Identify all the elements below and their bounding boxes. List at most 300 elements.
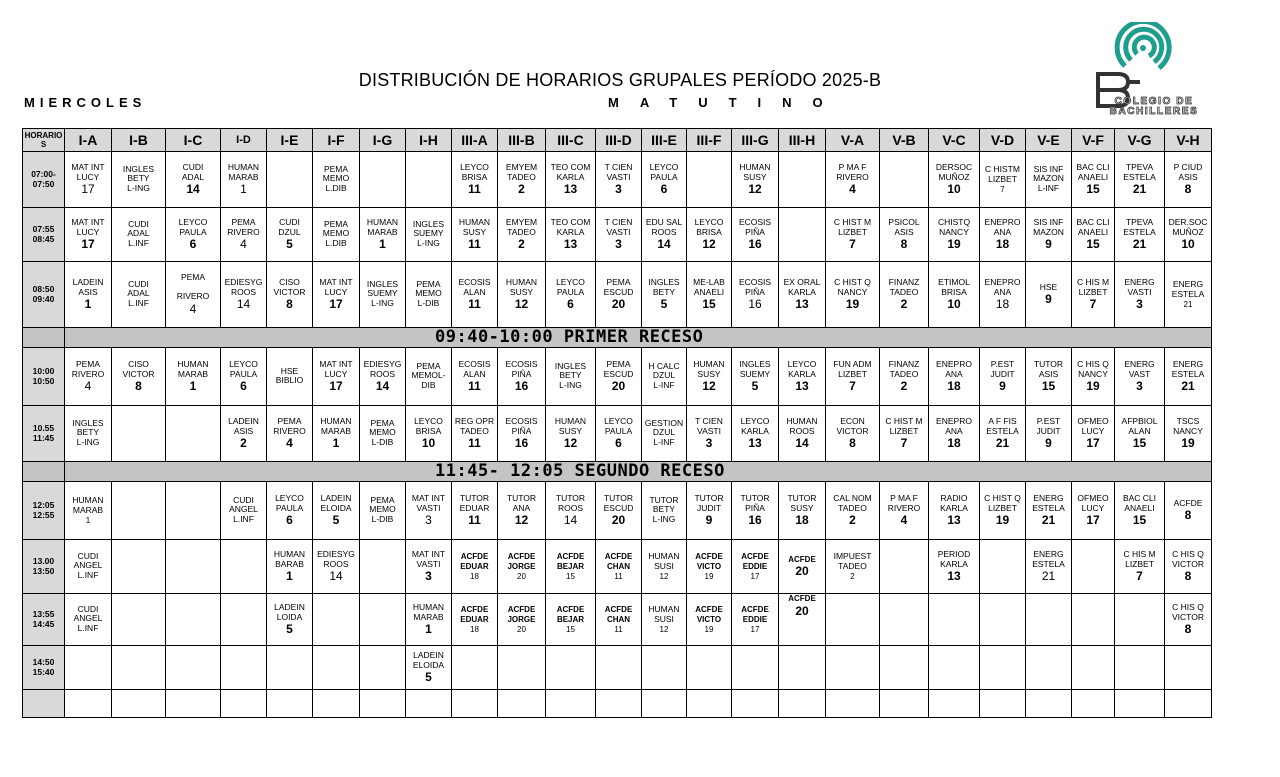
class-cell <box>980 208 1026 262</box>
class-cell <box>406 482 452 540</box>
room-number: 1 <box>332 436 340 450</box>
subject-teacher: PSICOL ASIS <box>888 217 920 237</box>
room-number: 1 <box>425 622 432 636</box>
group-header-v-h: V-H <box>1165 129 1212 152</box>
room-number: 11 <box>468 297 481 311</box>
subject-teacher: TUTOR SUSY <box>787 493 817 513</box>
room-number: 18 <box>470 625 479 634</box>
subject-teacher: ACFDE JORGE <box>507 605 536 624</box>
class-cell <box>166 690 221 718</box>
group-header-v-d: V-D <box>980 129 1026 152</box>
schedule-table <box>22 128 1212 718</box>
group-header-i-d: I-D <box>221 129 267 152</box>
class-cell <box>929 262 980 328</box>
recess-time-cell <box>23 328 65 348</box>
class-cell <box>732 208 779 262</box>
class-cell <box>826 152 880 208</box>
class-cell <box>1026 594 1072 646</box>
class-cell <box>65 540 112 594</box>
room-number: 7 <box>900 436 908 450</box>
subject-teacher: HUMAN BARAB <box>273 549 306 569</box>
class-cell <box>779 646 826 690</box>
class-cell <box>1026 208 1072 262</box>
room-number: 18 <box>947 436 961 450</box>
room-number: 15 <box>1086 182 1100 196</box>
subject-teacher: GESTION DZUL L-INF <box>644 417 684 447</box>
subject-teacher: ENEPRO ANA <box>936 416 972 436</box>
subject-teacher: FINANZ TADEO <box>888 277 920 297</box>
class-cell <box>1026 646 1072 690</box>
class-cell <box>313 348 360 406</box>
class-cell <box>1026 482 1072 540</box>
class-cell <box>596 594 642 646</box>
subject-teacher: C HIST M LIZBET <box>885 416 923 436</box>
subject-teacher: C HIS Q VICTOR <box>1172 602 1204 622</box>
room-number: 11 <box>468 237 481 251</box>
class-cell <box>360 540 406 594</box>
class-cell <box>1072 646 1115 690</box>
room-number: 14 <box>795 436 809 450</box>
class-cell <box>498 690 546 718</box>
class-cell <box>65 594 112 646</box>
class-cell <box>313 406 360 462</box>
subject-teacher: HSE BIBLIO <box>275 365 304 385</box>
subject-teacher: MAT INT VASTI <box>411 549 446 569</box>
room-number: 12 <box>514 297 529 311</box>
group-header-i-g: I-G <box>360 129 406 152</box>
subject-teacher: ACFDE BEJAR <box>556 605 585 624</box>
time-slot: 07:55 08:45 <box>23 208 65 262</box>
group-header-i-h: I-H <box>406 129 452 152</box>
class-cell <box>687 348 732 406</box>
class-cell <box>546 348 596 406</box>
subject-teacher: T CIEN VASTI <box>695 416 723 436</box>
subject-teacher: ECOSIS PIÑA <box>505 359 538 379</box>
room-number: 4 <box>189 301 197 316</box>
subject-teacher: ECOSIS ALAN <box>458 277 491 297</box>
room-number: 16 <box>514 436 529 450</box>
subject-teacher: ACFDE VICTO <box>695 605 723 624</box>
subject-teacher: HUMAN SUSI <box>648 551 680 571</box>
room-number: 21 <box>1132 237 1147 251</box>
class-cell <box>779 152 826 208</box>
room-number: 2 <box>850 572 855 581</box>
subject-teacher: HUMAN MARAB <box>177 359 209 379</box>
group-header-v-e: V-E <box>1026 129 1072 152</box>
subject-teacher: HUMAN ROOS <box>786 416 818 436</box>
group-header-iii-d: III-D <box>596 129 642 152</box>
room-number: 13 <box>563 237 578 251</box>
room-number: 18 <box>795 513 809 527</box>
subject-teacher: ACFDE EDUAR <box>460 552 489 571</box>
subject-teacher: ENERG VASTI <box>1124 277 1155 297</box>
subject-teacher: LEYCO PAULA <box>649 162 679 182</box>
subject-teacher: LEYCO KARLA <box>740 416 770 436</box>
class-cell <box>313 208 360 262</box>
room-number: 17 <box>1086 513 1100 527</box>
class-cell <box>1165 262 1212 328</box>
class-cell <box>929 208 980 262</box>
room-number: 21 <box>1041 569 1056 583</box>
class-cell <box>1115 262 1165 328</box>
room-number: 15 <box>1132 436 1147 450</box>
class-cell <box>406 406 452 462</box>
group-header-v-f: V-F <box>1072 129 1115 152</box>
subject-teacher: PEMA RIVERO <box>227 217 260 237</box>
class-cell <box>732 646 779 690</box>
class-cell <box>360 594 406 646</box>
class-cell <box>65 406 112 462</box>
class-cell <box>929 482 980 540</box>
class-cell <box>980 540 1026 594</box>
schedule-row <box>23 594 1212 646</box>
class-cell <box>687 482 732 540</box>
class-cell <box>498 152 546 208</box>
room-number: 20 <box>795 564 809 579</box>
class-cell <box>546 646 596 690</box>
class-cell <box>166 594 221 646</box>
room-number: 16 <box>748 297 762 311</box>
class-cell <box>360 152 406 208</box>
class-cell <box>112 646 166 690</box>
class-cell <box>1115 208 1165 262</box>
subject-teacher: TPEVA ESTELA <box>1123 217 1156 237</box>
room-number: 6 <box>286 513 293 527</box>
class-cell <box>980 482 1026 540</box>
subject-teacher: CISO VICTOR <box>273 277 306 297</box>
group-header-i-e: I-E <box>267 129 313 152</box>
room-number: 15 <box>1132 513 1147 527</box>
room-number: 18 <box>995 297 1010 311</box>
subject-teacher: ECOSIS PIÑA <box>738 277 772 297</box>
group-header-iii-f: III-F <box>687 129 732 152</box>
subject-teacher: HUMAN MARAB <box>227 162 260 182</box>
subject-teacher: TUTOR ASIS <box>1033 359 1064 379</box>
class-cell <box>880 646 929 690</box>
group-header-iii-g: III-G <box>732 129 779 152</box>
subject-teacher: C HIST Q NANCY <box>834 277 871 297</box>
subject-teacher: TUTOR PIÑA <box>740 493 770 513</box>
class-cell <box>880 482 929 540</box>
shift-label: MATUTINO <box>608 95 844 110</box>
room-number: 1 <box>189 379 197 393</box>
class-cell <box>596 348 642 406</box>
subject-teacher: EMYEM TADEO <box>505 162 538 182</box>
time-slot: 13.00 13:50 <box>23 540 65 594</box>
room-number: 1 <box>286 569 293 583</box>
room-number: 4 <box>900 513 908 527</box>
room-number: 12 <box>514 513 529 527</box>
class-cell <box>1072 348 1115 406</box>
class-cell <box>112 594 166 646</box>
subject-teacher: HUMAN SUSY <box>554 416 587 436</box>
subject-teacher: TUTOR ANA <box>506 493 537 513</box>
class-cell <box>498 262 546 328</box>
class-cell <box>313 690 360 718</box>
room-number: 1 <box>240 182 247 196</box>
subject-teacher: MAT INT LUCY <box>71 162 105 182</box>
room-number: 11 <box>468 182 481 196</box>
class-cell <box>732 348 779 406</box>
class-cell <box>826 482 880 540</box>
class-cell <box>1072 208 1115 262</box>
room-number: 17 <box>81 182 95 196</box>
class-cell <box>687 208 732 262</box>
room-number: 11 <box>468 379 481 393</box>
room-number: 17 <box>1086 436 1100 450</box>
subject-teacher: H CALC DZUL L-INF <box>648 360 680 390</box>
subject-teacher: P MA F RIVERO <box>836 162 869 182</box>
class-cell <box>498 594 546 646</box>
class-cell <box>642 540 687 594</box>
room-number: 11 <box>614 572 623 581</box>
class-cell <box>732 406 779 462</box>
class-cell <box>406 540 452 594</box>
schedule-row <box>23 690 1212 718</box>
room-number: 20 <box>611 513 626 527</box>
class-cell <box>687 262 732 328</box>
room-number: 11 <box>614 625 623 634</box>
room-number: 17 <box>750 572 760 581</box>
group-header-v-a: V-A <box>826 129 880 152</box>
subject-teacher: PEMA RIVERO <box>71 359 105 379</box>
class-cell <box>1072 482 1115 540</box>
subject-teacher: LEYCO PAULA <box>178 217 208 237</box>
class-cell <box>406 208 452 262</box>
class-cell <box>112 262 166 328</box>
group-header-v-c: V-C <box>929 129 980 152</box>
room-number: 21 <box>1181 379 1195 393</box>
subject-teacher: INGLES SUEMY L-ING <box>412 218 445 248</box>
subject-teacher: EMYEM TADEO <box>505 217 538 237</box>
class-cell <box>1026 152 1072 208</box>
class-cell <box>112 540 166 594</box>
class-cell <box>452 646 498 690</box>
room-number: 14 <box>236 297 251 311</box>
subject-teacher: ETIMOL BRISA <box>938 277 970 297</box>
subject-teacher: T CIEN VASTI <box>604 162 633 182</box>
room-number: 11 <box>468 513 481 527</box>
class-cell <box>1165 594 1212 646</box>
subject-teacher: LADEIN ELOIDA <box>412 650 445 670</box>
subject-teacher: ENEPRO ANA <box>936 359 972 379</box>
room-number: 13 <box>795 297 809 311</box>
class-cell <box>929 348 980 406</box>
class-cell <box>880 594 929 646</box>
group-header-iii-b: III-B <box>498 129 546 152</box>
subject-teacher: SIS INF MAZON <box>1033 217 1064 237</box>
time-column-header: HORARIOS <box>23 129 65 152</box>
room-number: 13 <box>748 436 762 450</box>
class-cell <box>1165 690 1212 718</box>
subject-teacher: TUTOR ROOS <box>555 493 586 513</box>
class-cell <box>732 540 779 594</box>
class-cell <box>267 208 313 262</box>
subject-teacher: RADIO KARLA <box>940 493 968 513</box>
class-cell <box>546 540 596 594</box>
subject-teacher: INGLES BETY <box>648 277 680 297</box>
room-number: 14 <box>657 237 671 251</box>
class-cell <box>406 646 452 690</box>
class-cell <box>65 208 112 262</box>
schedule-row <box>23 540 1212 594</box>
schedule-row <box>23 646 1212 690</box>
subject-teacher: T CIEN VASTI <box>604 217 633 237</box>
room-number: 1 <box>84 297 92 311</box>
class-cell <box>642 646 687 690</box>
class-cell <box>596 152 642 208</box>
class-cell <box>221 690 267 718</box>
class-cell <box>313 540 360 594</box>
class-cell <box>112 208 166 262</box>
room-number: 16 <box>514 379 529 393</box>
subject-teacher: ACFDE EDUAR <box>460 605 489 624</box>
class-cell <box>1165 406 1212 462</box>
subject-teacher: INGLES BETY L-ING <box>122 163 155 193</box>
room-number: 5 <box>332 513 340 527</box>
group-header-iii-h: III-H <box>779 129 826 152</box>
room-number: 8 <box>900 237 908 251</box>
class-cell <box>313 594 360 646</box>
class-cell <box>406 152 452 208</box>
class-cell <box>1165 646 1212 690</box>
subject-teacher: MAT INT VASTI <box>411 493 446 513</box>
room-number: 13 <box>563 182 578 196</box>
subject-teacher: BAC CLI ANAELI <box>1076 162 1110 182</box>
subject-teacher: A F FIS ESTELA <box>986 416 1019 436</box>
room-number: 3 <box>615 237 622 251</box>
class-cell <box>546 482 596 540</box>
room-number: 3 <box>705 436 713 450</box>
subject-teacher: ENERG ESTELA <box>1171 359 1205 379</box>
subject-teacher: ACFDE BEJAR <box>556 552 585 571</box>
group-header-i-a: I-A <box>65 129 112 152</box>
subject-teacher: INGLES SUEMY <box>739 359 771 379</box>
class-cell <box>779 406 826 462</box>
subject-teacher: P.EST JUDIT <box>1036 416 1061 436</box>
room-number: 19 <box>947 237 961 251</box>
class-cell <box>980 690 1026 718</box>
subject-teacher: HUMAN SUSI <box>648 604 680 624</box>
subject-teacher: ACFDE <box>1173 497 1203 508</box>
room-number: 20 <box>517 572 526 581</box>
class-cell <box>498 208 546 262</box>
class-cell <box>1115 690 1165 718</box>
subject-teacher: BAC CLI ANAELI <box>1122 493 1157 513</box>
subject-teacher: LADEIN LOIDA <box>274 602 305 622</box>
class-cell <box>1115 646 1165 690</box>
class-cell <box>880 540 929 594</box>
subject-teacher: P MA F RIVERO <box>887 493 921 513</box>
page-title: DISTRIBUCIÓN DE HORARIOS GRUPALES PERÍODO 2025-B <box>358 70 882 90</box>
subject-teacher: MAT INT LUCY <box>319 277 353 297</box>
subject-teacher: ECOSIS ALAN <box>458 359 491 379</box>
subject-teacher: ME-LAB ANAELI <box>693 277 725 297</box>
class-cell <box>596 482 642 540</box>
room-number: 2 <box>900 379 908 393</box>
class-cell <box>166 262 221 328</box>
class-cell <box>452 262 498 328</box>
room-number: 7 <box>1136 569 1143 583</box>
class-cell <box>498 482 546 540</box>
day-label: MIERCOLES <box>24 95 147 110</box>
subject-teacher: HUMAN SUSY <box>739 162 771 182</box>
class-cell <box>687 406 732 462</box>
class-cell <box>1115 594 1165 646</box>
room-number: 21 <box>995 436 1010 450</box>
subject-teacher: LEYCO BRISA <box>460 162 489 182</box>
class-cell <box>642 482 687 540</box>
room-number: 1 <box>379 237 386 251</box>
class-cell <box>360 208 406 262</box>
subject-teacher: TUTOR ESCUD <box>603 493 634 513</box>
class-cell <box>929 406 980 462</box>
subject-teacher: EDIESYG ROOS <box>317 549 355 569</box>
subject-teacher: CUDI ADAL L.INF <box>127 278 150 308</box>
subject-teacher: CUDI DZUL <box>278 217 301 237</box>
class-cell <box>1026 348 1072 406</box>
room-number: 4 <box>849 182 856 196</box>
subject-teacher: BAC CLI ANAELI <box>1076 217 1110 237</box>
subject-teacher: C HIST Q LIZBET <box>984 493 1021 513</box>
class-cell <box>452 208 498 262</box>
subject-teacher: SIS INF MAZON L-INF <box>1033 163 1064 193</box>
subject-teacher: IMPUEST TADEO <box>833 551 872 571</box>
class-cell <box>360 262 406 328</box>
subject-teacher: PEMA MEMOL- DIB <box>411 360 446 390</box>
room-number: 15 <box>702 297 716 311</box>
class-cell <box>112 482 166 540</box>
subject-teacher: HUMAN SUSY <box>693 359 725 379</box>
class-cell <box>980 646 1026 690</box>
class-cell <box>1026 406 1072 462</box>
class-cell <box>267 646 313 690</box>
room-number: 21 <box>1041 513 1056 527</box>
room-number: 7 <box>849 237 856 251</box>
subject-teacher: ECON VICTOR <box>836 416 869 436</box>
subject-teacher: TUTOR BETY L-ING <box>649 494 679 524</box>
class-cell <box>732 152 779 208</box>
time-slot: 08:50 09:40 <box>23 262 65 328</box>
class-cell <box>65 262 112 328</box>
class-cell <box>732 482 779 540</box>
class-cell <box>642 348 687 406</box>
class-cell <box>65 690 112 718</box>
class-cell <box>732 690 779 718</box>
class-cell <box>826 406 880 462</box>
group-header-i-c: I-C <box>166 129 221 152</box>
class-cell <box>779 540 826 594</box>
subject-teacher: PEMA ESCUD <box>603 277 634 297</box>
room-number: 16 <box>748 513 762 527</box>
class-cell <box>313 152 360 208</box>
room-number: 2 <box>518 237 525 251</box>
time-slot: 13:55 14:45 <box>23 594 65 646</box>
subject-teacher: HUMAN SUSY <box>458 217 491 237</box>
class-cell <box>779 208 826 262</box>
class-cell <box>880 262 929 328</box>
class-cell <box>221 540 267 594</box>
class-cell <box>779 482 826 540</box>
subject-teacher: ACFDE VICTO <box>695 552 723 571</box>
class-cell <box>980 152 1026 208</box>
subject-teacher: ENERG ESTELA <box>1171 279 1205 299</box>
room-number: 19 <box>1086 379 1100 393</box>
room-number: 14 <box>563 513 578 527</box>
room-number: 2 <box>900 297 908 311</box>
class-cell <box>546 594 596 646</box>
class-cell <box>779 690 826 718</box>
